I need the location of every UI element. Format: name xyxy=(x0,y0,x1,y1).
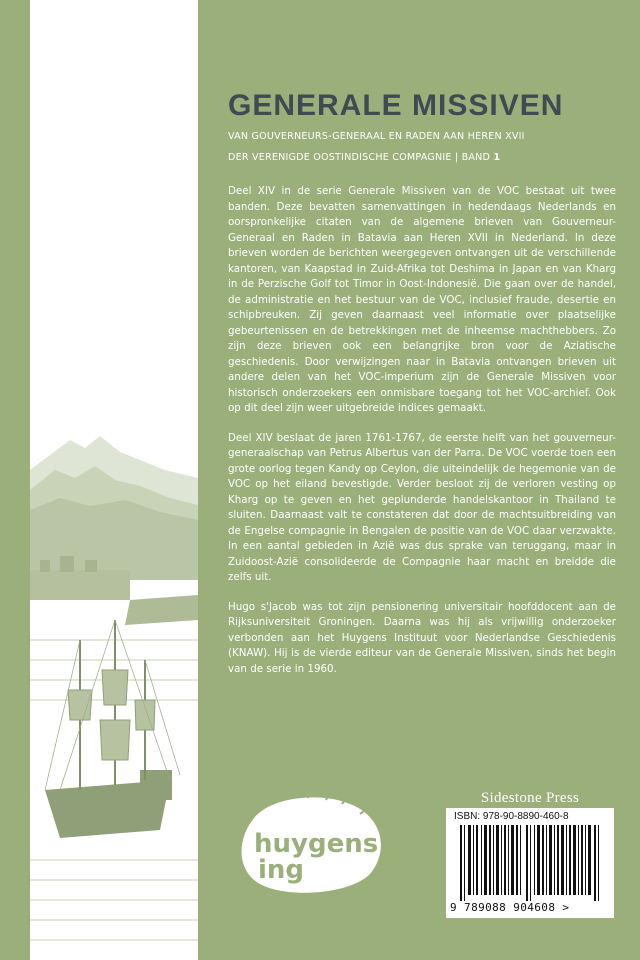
blurb-paragraph-2: Deel XIV beslaat de jaren 1761-1767, de eerste helft van het gouverneur-generaalschap van Petrus Albertus van der Parra. De VOC voerde toen een grote oorlog tegen Kandy op Ceylon, die uiteindelijk de hegemonie van de VOC op het eiland bevestigde. Verder besloot zij de verloren vesting op Kharg op te geven en het geplunderde handelskantoor in Thailand te sluiten. Daarnaast valt te constateren dat door de machtsuitbreiding van de Engelse compagnie in Bengalen de positie van de VOC daar verzwakte. In een aantal gebieden in Azië was dus sprake van teruggang, maar in Zuidoost-Azië consolideerde de Compagnie haar macht en breidde die zelfs uit. xyxy=(228,431,616,583)
blurb-text xyxy=(228,184,616,691)
left-margin-strip xyxy=(0,0,30,960)
harbor-engraving xyxy=(30,0,198,960)
band-separator: | BAND xyxy=(454,152,491,163)
book-title: GENERALE MISSIVEN xyxy=(228,89,564,122)
title-block xyxy=(228,88,618,165)
engraving-illustration xyxy=(30,0,198,960)
barcode-bars xyxy=(460,825,602,901)
logo-text-line-1: huygens xyxy=(254,829,379,859)
isbn-label: ISBN: 978-90-8890-460-8 xyxy=(454,811,569,822)
blurb-paragraph-3: Hugo s'Jacob was tot zijn pensionering universitair hoofddocent aan de Rijksuniversiteit Groningen. Daarna was hij als vrijwillig onderzoeker verbonden aan het Huygens Instituut voor Nederlandse Geschiedenis (KNAW). Hij is de vierde editeur van de Generale Missiven, sinds het begin van de serie in 1960. xyxy=(228,600,616,675)
band-number: 1 xyxy=(493,152,501,163)
isbn-barcode xyxy=(446,808,614,918)
subtitle-line-1: VAN GOUVERNEURS-GENERAAL EN RADEN AAN HEREN XVII xyxy=(228,131,525,142)
blurb-paragraph-1: Deel XIV in de serie Generale Missiven van de VOC bestaat uit twee banden. Deze bevatten samenvattingen in hedendaags Nederlands en oorspronkelijke citaten van de algemene brieven van Gouverneur-Generaal en Raden in Batavia aan Heren XVII in Nederland. In deze brieven worden de berichten weergegeven ontvangen uit de verschillende kantoren, van Kaapstad in Zuid-Afrika tot Deshima in Japan en van Kharg in de Perzische Golf tot Timor in Oost-Indonesië. Die gaan over de handel, de administratie en het bestuur van de VOC, inclusief fraude, desertie en schipbreuken. Zij geven daarnaast veel informatie over plaatselijke gebeurtenissen en de betrekkingen met de inheemse machthebbers. Zo zijn deze brieven ook een belangrijke bron voor de Aziatische geschiedenis. Door verwijzingen naar in Batavia ontvangen brieven uit andere delen van het VOC-imperium zijn de Generale Missiven voor historisch onderzoekers een onmisbare toegang tot het VOC-archief. Ook op dit deel zijn weer uitgebreide indices gemaakt. xyxy=(228,185,616,414)
publisher-name: Sidestone Press xyxy=(480,790,580,806)
barcode-digits: 9 789088 904608 > xyxy=(450,901,570,914)
subtitle-line-2 xyxy=(228,151,618,165)
company-name: DER VERENIGDE OOSTINDISCHE COMPAGNIE xyxy=(228,152,452,163)
logo-text-line-2: ing xyxy=(258,855,305,885)
huygens-ing-logo xyxy=(232,790,392,900)
